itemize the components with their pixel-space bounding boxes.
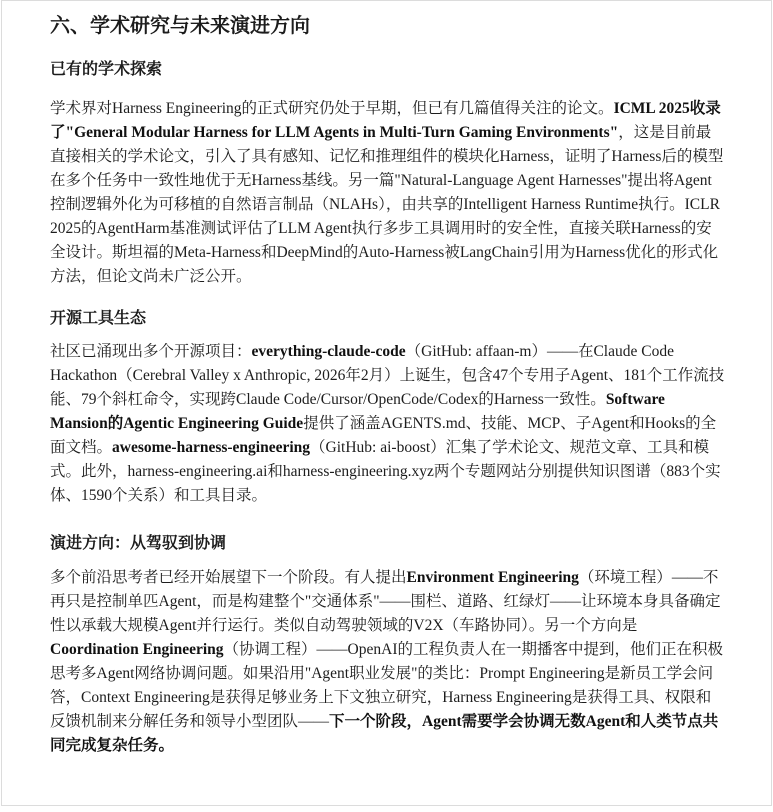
paragraph-open-source-ecosystem	[50, 340, 725, 508]
document-content	[2, 1, 771, 758]
text-run: 社区已涌现出多个开源项目：	[50, 343, 252, 360]
text-run-bold: 下一个阶段，Agent需要学会协调无数Agent和人类节点共同完成复杂任务。	[50, 713, 719, 754]
text-run: （环境工程）——不再只是控制单匹Agent，而是构建整个"交通体系"——围栏、道路、红绿灯——让环境本身具备确定性以承载大规模Agent并行运行。类似自动驾驶领域的V2X（车路协同）。另一个方向是	[50, 569, 721, 634]
text-run: （GitHub: affaan-m）——在Claude Code Hackathon（Cerebral Valley x Anthropic, 2026年2月）上诞生，包含47个专用子Agent、181个工作流技能、79个斜杠命令，实现跨Claude Code/Cursor/OpenCode/Codex的Harness一致性。	[50, 343, 725, 408]
paragraph-academic-exploration	[50, 97, 725, 289]
paragraph-evolution-direction	[50, 566, 725, 758]
document-page	[1, 0, 772, 806]
text-run: （GitHub: ai-boost）汇集了学术论文、规范文章、工具和模式。此外，harness-engineering.ai和harness-engineering.xyz两个专题网站分别提供知识图谱（883个实体、1590个关系）和工具目录。	[50, 439, 721, 504]
text-run: （协调工程）——OpenAI的工程负责人在一期播客中提到，他们正在积极思考多Agent网络协调问题。如果沿用"Agent职业发展"的类比：Prompt Engineering是新员工学会问答，Context Engineering是获得足够业务上下文独立研究，Harness Engineering是获得工具、权限和反馈机制来分解任务和领导小型团队——	[50, 641, 723, 730]
text-run-bold: Environment Engineering	[406, 569, 579, 586]
section-heading-evolution-direction: 演进方向：从驾驭到协调	[50, 535, 227, 552]
text-run: 学术界对Harness Engineering的正式研究仍处于早期，但已有几篇值得关注的论文。	[50, 100, 614, 117]
text-run-bold: Software Mansion的Agentic Engineering Guide	[50, 391, 665, 432]
section-heading-academic-exploration: 已有的学术探索	[50, 61, 163, 78]
section-heading-open-source-ecosystem: 开源工具生态	[50, 310, 147, 327]
text-run-bold: awesome-harness-engineering	[112, 439, 311, 456]
text-run: 多个前沿思考者已经开始展望下一个阶段。有人提出	[50, 569, 407, 586]
text-run-bold: everything-claude-code	[251, 343, 406, 360]
text-run: 提供了涵盖AGENTS.md、技能、MCP、子Agent和Hooks的全面文档。	[50, 415, 717, 456]
page-title: 六、学术研究与未来演进方向	[50, 15, 310, 37]
text-run-bold: Coordination Engineering	[50, 641, 224, 658]
text-run: ，这是目前最直接相关的学术论文，引入了具有感知、记忆和推理组件的模块化Harness，证明了Harness后的模型在多个任务中一致性地优于无Harness基线。另一篇"Natural-Language Agent Harnesses"提出将Agent控制逻辑外化为可移植的自然语言制品（NLAHs），由共享的Intelligent Harness Runtime执行。ICLR 2025的AgentHarm基准测试评估了LLM Agent执行多步工具调用时的安全性，直接关联Harness的安全设计。斯坦福的Meta-Harness和DeepMind的Auto-Harness被LangChain引用为Harness优化的形式化方法，但论文尚未广泛公开。	[50, 124, 724, 285]
text-run-bold: ICML 2025收录了"General Modular Harness for LLM Agents in Multi-Turn Gaming Environments"	[50, 100, 721, 141]
